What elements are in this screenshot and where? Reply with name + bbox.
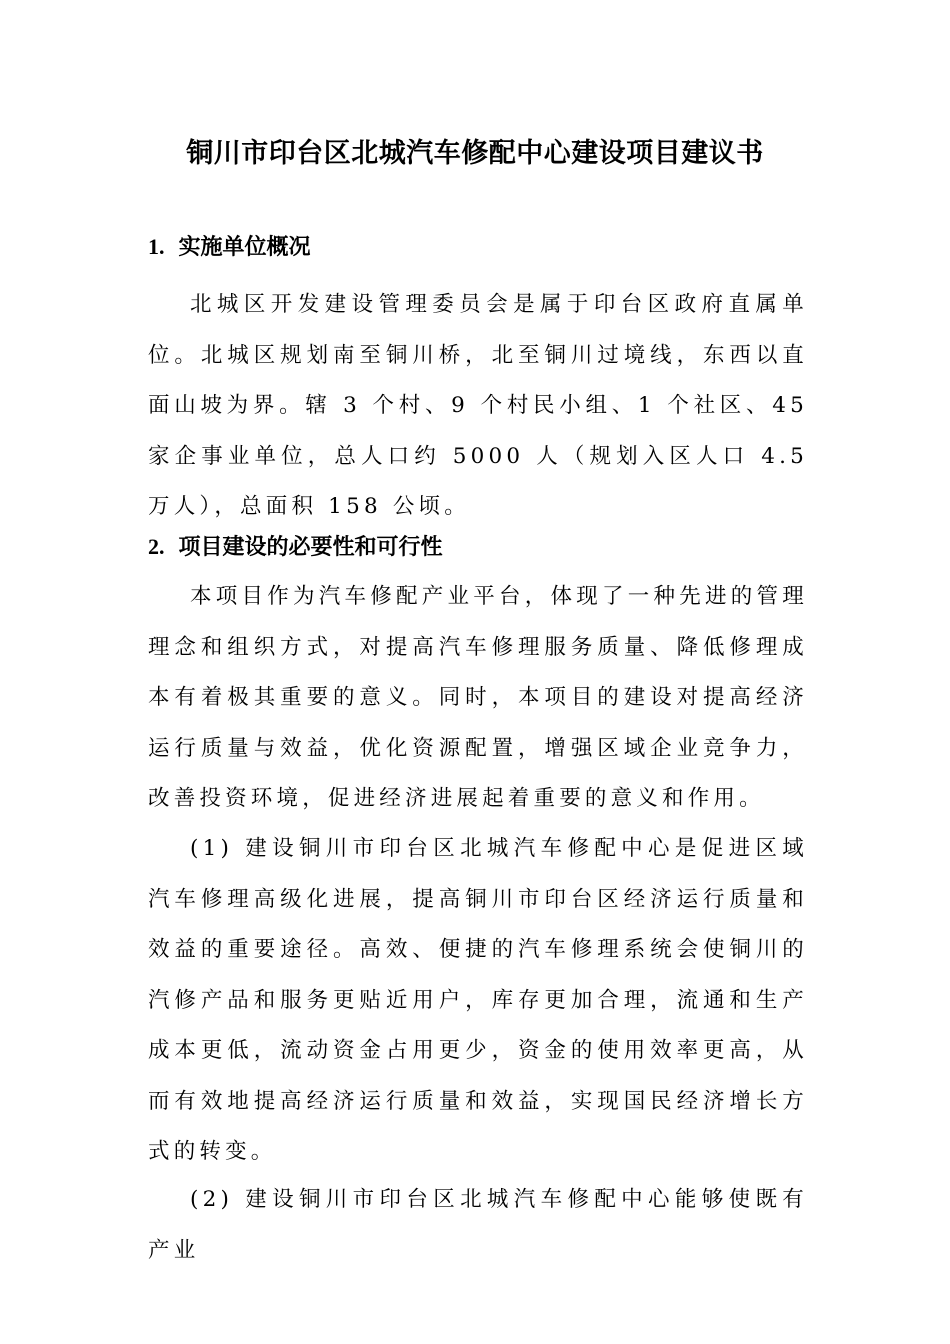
paragraph: (2) 建设铜川市印台区北城汽车修配中心能够使既有产业	[148, 1187, 808, 1263]
section-1-heading	[148, 232, 808, 263]
section-2-intro	[148, 572, 808, 825]
document-title: 铜川市印台区北城汽车修配中心建设项目建议书	[186, 138, 764, 169]
section-number: 1.	[148, 234, 165, 259]
section-2-heading	[148, 532, 808, 563]
paragraph: (1) 建设铜川市印台区北城汽车修配中心是促进区域汽车修理高级化进展，提高铜川市印台区经济运行质量和效益的重要途径。高效、便捷的汽车修理系统会使铜川的汽修产品和服务更贴近用户，库存更加合理，流通和生产成本更低，流动资金占用更少，资金的使用效率更高，从而有效地提高经济运行质量和效益，实现国民经济增长方式的转变。	[148, 836, 808, 1164]
section-number: 2.	[148, 534, 165, 559]
paragraph: 本项目作为汽车修配产业平台，体现了一种先进的管理理念和组织方式，对提高汽车修理服务质量、降低修理成本有着极其重要的意义。同时，本项目的建设对提高经济运行质量与效益，优化资源配置，增强区域企业竞争力，改善投资环境，促进经济进展起着重要的意义和作用。	[148, 584, 808, 811]
paragraph: 北城区开发建设管理委员会是属于印台区政府直属单位。北城区规划南至铜川桥，北至铜川过境线，东西以直面山坡为界。辖 3 个村、9 个村民小组、1 个社区、45 家企事业单位，总人口约 5000 人（规划入区人口 4.5 万人），总面积 158 公顷。	[148, 292, 808, 519]
section-heading-text: 项目建设的必要性和可行性	[178, 535, 443, 560]
section-1-body	[148, 280, 808, 533]
section-heading-text: 实施单位概况	[178, 235, 311, 260]
section-2-point-2	[148, 1175, 808, 1276]
section-2-point-1	[148, 824, 808, 1178]
